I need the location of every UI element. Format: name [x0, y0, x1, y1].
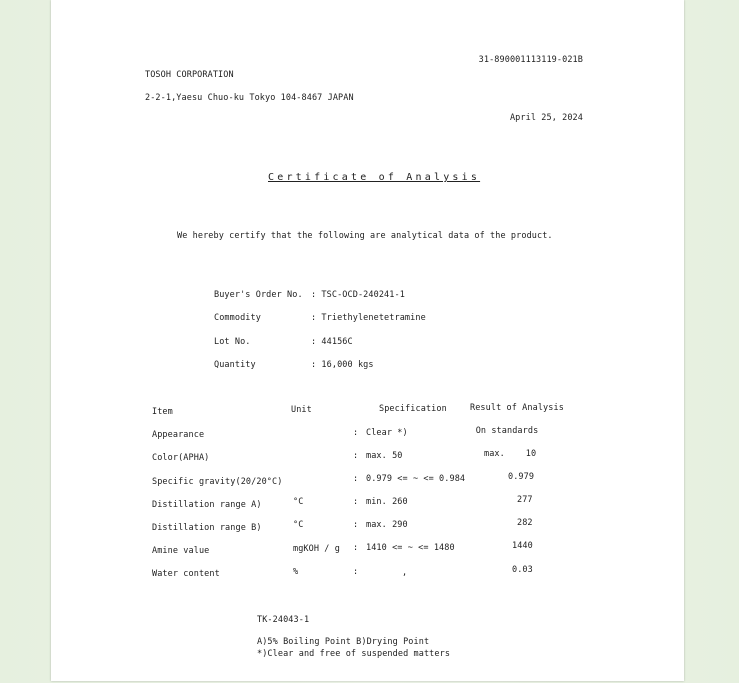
row-amine-value-result: 1440 — [512, 541, 533, 551]
certificate-page — [51, 0, 684, 681]
row-appearance-spec: Clear *) — [366, 428, 408, 438]
row-amine-value-unit: mgKOH / g — [293, 544, 340, 554]
footer-note-boiling-point: A)5% Boiling Point B)Drying Point — [257, 637, 430, 647]
row-color-result: max. 10 — [484, 449, 537, 459]
quantity-label: Quantity — [214, 360, 256, 370]
issue-date: April 25, 2024 — [509, 113, 583, 123]
order-number-label: Buyer's Order No. — [214, 290, 303, 300]
row-color-spec: max. 50 — [366, 451, 403, 461]
row-amine-value-item: Amine value — [152, 546, 210, 556]
row-specific-gravity-result: 0.979 — [508, 472, 535, 482]
header-unit: Unit — [291, 405, 312, 415]
row-distillation-a-unit: °C — [293, 497, 304, 507]
header-specification: Specification — [379, 404, 447, 414]
row-distillation-a-item: Distillation range A) — [152, 500, 262, 510]
row-distillation-b-colon: : — [353, 520, 359, 530]
header-result: Result of Analysis — [470, 403, 564, 413]
row-water-content-result: 0.03 — [512, 565, 533, 575]
commodity-value: : Triethylenetetramine — [311, 313, 426, 323]
row-distillation-b-unit: °C — [293, 520, 304, 530]
row-water-content-colon: : — [353, 567, 359, 577]
header-item: Item — [152, 407, 173, 417]
commodity-label: Commodity — [214, 313, 261, 323]
row-distillation-a-result: 277 — [517, 495, 533, 505]
lot-number-value: : 44156C — [311, 337, 353, 347]
order-number-value: : TSC-OCD-240241-1 — [311, 290, 405, 300]
row-distillation-a-spec: min. 260 — [366, 497, 408, 507]
footer-note-clear: *)Clear and free of suspended matters — [257, 649, 451, 659]
row-specific-gravity-colon: : — [353, 474, 359, 484]
row-distillation-a-colon: : — [353, 497, 359, 507]
lot-number-label: Lot No. — [214, 337, 251, 347]
row-specific-gravity-spec: 0.979 <= ~ <= 0.984 — [366, 474, 466, 484]
company-name: TOSOH CORPORATION — [145, 70, 234, 80]
row-distillation-b-result: 282 — [517, 518, 533, 528]
row-water-content-unit: % — [293, 567, 299, 577]
row-amine-value-colon: : — [353, 543, 359, 553]
row-appearance-colon: : — [353, 428, 359, 438]
row-water-content-item: Water content — [152, 569, 220, 579]
row-appearance-result: On standards — [475, 426, 539, 436]
row-distillation-b-spec: max. 290 — [366, 520, 408, 530]
reference-number: 31-890001113119-021B — [478, 55, 583, 65]
row-appearance-item: Appearance — [152, 430, 205, 440]
certification-statement: We hereby certify that the following are analytical data of the product. — [177, 231, 553, 241]
document-title: Certificate of Analysis — [268, 172, 481, 183]
company-address: 2-2-1,Yaesu Chuo-ku Tokyo 104-8467 JAPAN — [145, 93, 354, 103]
row-color-colon: : — [353, 451, 359, 461]
quantity-value: : 16,000 kgs — [311, 360, 374, 370]
row-color-item: Color(APHA) — [152, 453, 210, 463]
row-water-content-spec: , — [402, 568, 408, 578]
footer-code: TK-24043-1 — [257, 615, 310, 625]
row-amine-value-spec: 1410 <= ~ <= 1480 — [366, 543, 455, 553]
row-distillation-b-item: Distillation range B) — [152, 523, 262, 533]
row-specific-gravity-item: Specific gravity(20/20°C) — [152, 477, 283, 487]
